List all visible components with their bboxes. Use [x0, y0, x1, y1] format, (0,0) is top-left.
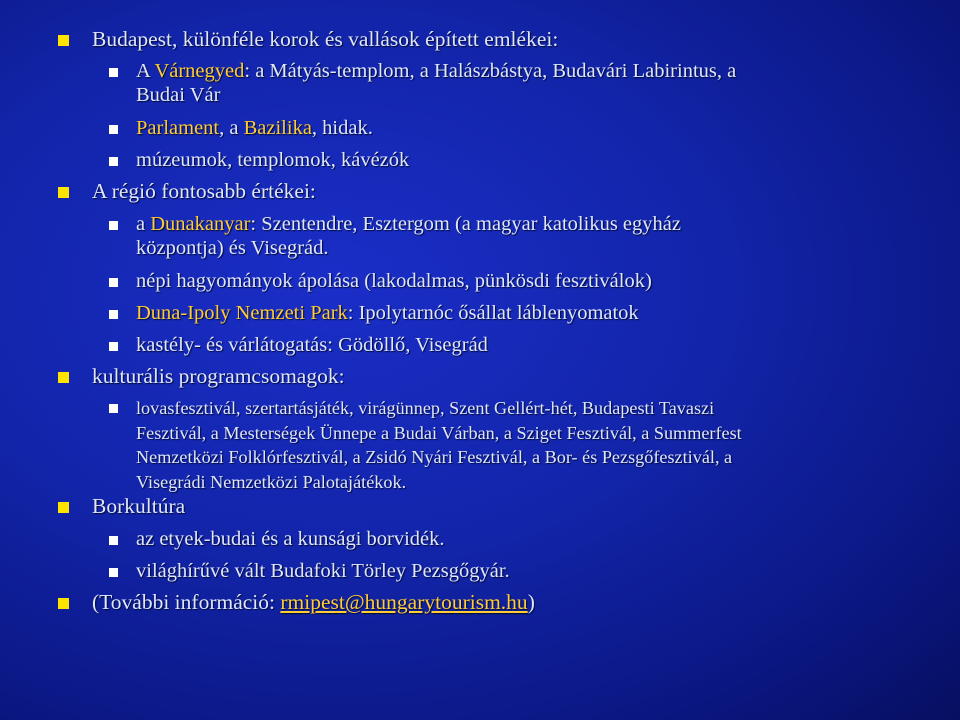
sub-bullet-hagyomanyok	[136, 269, 652, 293]
bullet-text-pre: A	[136, 60, 155, 82]
sub-bullet-borvidek	[136, 527, 445, 551]
bullet-text-mid: , a	[219, 117, 244, 139]
sub-bullet-kastely	[136, 333, 488, 357]
sub-bullet-muzeumok	[136, 148, 409, 172]
sub-bullet-dunakanyar	[136, 212, 681, 260]
bullet-text: kastély- és várlátogatás: Gödöllő, Visegrád	[136, 334, 488, 356]
square-bullet-icon	[109, 404, 118, 413]
square-bullet-icon	[109, 221, 118, 230]
bullet-borkultura	[92, 494, 185, 519]
bullet-text-post: : a Mátyás-templom, a Halászbástya, Budavári Labirintus, a	[244, 60, 737, 82]
square-bullet-icon	[109, 157, 118, 166]
square-bullet-icon	[58, 35, 69, 46]
square-bullet-icon	[58, 187, 69, 198]
bullet-text-post: : Szentendre, Esztergom (a magyar katolikus egyház	[250, 213, 681, 235]
square-bullet-icon	[58, 598, 69, 609]
bullet-text-line-2: Fesztivál, a Mesterségek Ünnepe a Budai Várban, a Sziget Fesztivál, a Summerfest	[136, 422, 742, 443]
bullet-text: Budapest, különféle korok és vallások épített emlékei:	[92, 27, 559, 51]
bullet-text-line-4: Visegrádi Nemzetközi Palotajátékok.	[136, 471, 407, 492]
sub-bullet-parlament	[136, 116, 373, 140]
square-bullet-icon	[58, 502, 69, 513]
bullet-regio	[92, 179, 316, 204]
bullet-text-post: , hidak.	[311, 117, 373, 139]
highlight-duna-ipoly: Duna-Ipoly Nemzeti Park	[136, 302, 348, 324]
bullet-text: világhírűvé vált Budafoki Törley Pezsgőgyár.	[136, 560, 510, 582]
bullet-kulturalis	[92, 364, 345, 389]
bullet-text: A régió fontosabb értékei:	[92, 179, 316, 203]
square-bullet-icon	[58, 372, 69, 383]
bullet-budapest	[92, 27, 558, 52]
sub-bullet-torley	[136, 559, 510, 583]
email-link[interactable]: rmipest@hungarytourism.hu	[280, 590, 528, 614]
square-bullet-icon	[109, 310, 118, 319]
bullet-text-line-1: lovasfesztivál, szertartásjáték, virágünnep, Szent Gellért-hét, Budapesti Tavaszi	[136, 398, 715, 418]
square-bullet-icon	[109, 125, 118, 134]
bullet-text-cont: Budai Vár	[136, 84, 221, 106]
bullet-text-cont: központja) és Visegrád.	[136, 237, 329, 259]
square-bullet-icon	[109, 68, 118, 77]
square-bullet-icon	[109, 536, 118, 545]
highlight-varnegyed: Várnegyed	[154, 60, 245, 82]
highlight-dunakanyar: Dunakanyar	[150, 213, 251, 235]
sub-bullet-fesztivalok	[136, 396, 742, 494]
bullet-text: kulturális programcsomagok:	[92, 364, 345, 388]
square-bullet-icon	[109, 342, 118, 351]
bullet-text: Borkultúra	[92, 494, 186, 518]
bullet-text-pre: a	[136, 213, 151, 235]
bullet-text-pre: (További információ:	[92, 590, 281, 614]
bullet-text-line-3: Nemzetközi Folklórfesztivál, a Zsidó Nyári Fesztivál, a Bor- és Pezsgőfesztivál, a	[136, 447, 733, 467]
bullet-text-post: : Ipolytarnóc ősállat láblenyomatok	[347, 302, 639, 324]
bullet-text: múzeumok, templomok, kávézók	[136, 149, 410, 171]
highlight-bazilika: Bazilika	[243, 117, 312, 139]
highlight-parlament: Parlament	[136, 117, 220, 139]
sub-bullet-nemzeti-park	[136, 301, 639, 325]
square-bullet-icon	[109, 278, 118, 287]
bullet-text-post: )	[527, 590, 535, 614]
sub-bullet-varnegyed	[136, 59, 736, 107]
bullet-text: az etyek-budai és a kunsági borvidék.	[136, 528, 445, 550]
bullet-tovabbi-informacio	[92, 590, 535, 615]
square-bullet-icon	[109, 568, 118, 577]
bullet-text: népi hagyományok ápolása (lakodalmas, pünkösdi fesztiválok)	[136, 270, 652, 292]
